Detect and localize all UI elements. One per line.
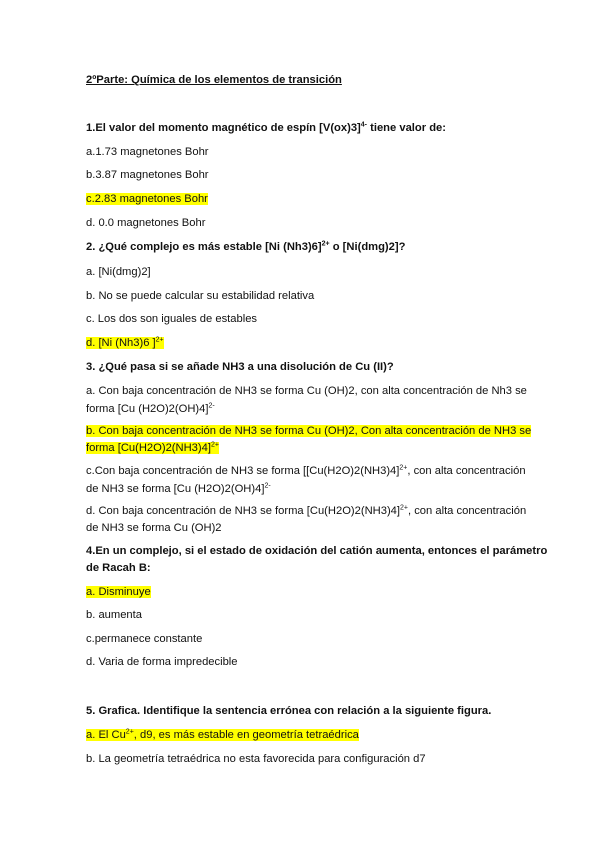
- q3-option-c-text-a: c.Con baja concentración de NH3 se forma [[Cu(H2O)2(NH3)4]: [86, 465, 400, 477]
- q3-option-b-line2-highlighted: [86, 438, 526, 458]
- q3-option-a-line1: a. Con baja concentración de NH3 se forma Cu (OH)2, con alta concentración de Nh3 se: [86, 385, 527, 397]
- q3-option-c-line1: [86, 461, 526, 481]
- question-2-text-a: 2. ¿Qué complejo es más estable [Ni (Nh3)6]: [86, 241, 322, 253]
- q2-option-a: a. [Ni(dmg)2]: [86, 266, 151, 278]
- q3-option-b-line1: b. Con baja concentración de NH3 se forma Cu (OH)2, Con alta concentración de NH3 se: [86, 425, 532, 437]
- question-4-line1: 4.En un complejo, si el estado de oxidación del catión aumenta, entonces el parámetro: [86, 545, 548, 557]
- q3-option-c-formula: de NH3 se forma [Cu (H2O)2(OH)4]: [86, 483, 265, 495]
- question-2: [86, 237, 526, 257]
- q5-option-a: [86, 729, 359, 741]
- q3-option-b-formula: forma [Cu(H2O)2(NH3)4]: [86, 442, 211, 454]
- q1-option-b: b.3.87 magnetones Bohr: [86, 169, 209, 181]
- q3-option-c-text-b: , con alta concentración: [407, 465, 526, 477]
- q4-option-a-highlighted: [86, 582, 526, 602]
- q1-option-c: c.2.83 magnetones Bohr: [86, 193, 208, 205]
- question-1-charge: 4-: [360, 121, 368, 129]
- question-4-line2: de Racah B:: [86, 562, 151, 574]
- q2-option-d-text: d. [Ni (Nh3)6 ]: [86, 337, 156, 349]
- q2-option-d-highlighted: [86, 333, 526, 353]
- q3-option-a-formula: forma [Cu (H2O)2(OH)4]: [86, 403, 209, 415]
- question-3: 3. ¿Qué pasa si se añade NH3 a una disolución de Cu (II)?: [86, 361, 394, 373]
- q3-option-c-line2: [86, 479, 526, 499]
- q5-option-a-highlighted: [86, 725, 526, 745]
- q1-option-d: d. 0.0 magnetones Bohr: [86, 217, 206, 229]
- q3-option-d-text-a: d. Con baja concentración de NH3 se forma [Cu(H2O)2(NH3)4]: [86, 505, 401, 517]
- q2-option-c: c. Los dos son iguales de estables: [86, 313, 258, 325]
- question-5: 5. Grafica. Identifique la sentencia errónea con relación a la siguiente figura.: [86, 705, 492, 717]
- q3-option-c-charge-2: 2-: [264, 482, 271, 490]
- question-2-text-b: o [Ni(dmg)2]?: [329, 241, 406, 253]
- q4-option-b: b. aumenta: [86, 609, 142, 621]
- q2-option-d: [86, 337, 164, 349]
- q3-option-d-text-b: , con alta concentración: [408, 505, 527, 517]
- q3-option-a-line2: [86, 399, 526, 419]
- q5-option-a-post: , d9, es más estable en geometría tetraédrica: [133, 729, 359, 741]
- q3-option-b-charge: 2+: [210, 441, 219, 449]
- q3-option-c-charge-1: 2+: [399, 464, 408, 472]
- q4-option-c: c.permanece constante: [86, 633, 203, 645]
- q3-option-b-line2: [86, 442, 219, 454]
- q4-option-d: d. Varia de forma impredecible: [86, 656, 238, 668]
- q3-option-d-line2: de NH3 se forma Cu (OH)2: [86, 522, 222, 534]
- q5-option-a-charge: 2+: [125, 728, 134, 736]
- q2-option-d-charge: 2+: [155, 336, 164, 344]
- q3-option-a-charge: 2-: [208, 402, 215, 410]
- q5-option-a-pre: a. El Cu: [86, 729, 126, 741]
- question-2-charge: 2+: [321, 240, 330, 248]
- q4-option-a: a. Disminuye: [86, 586, 151, 598]
- q3-option-d-charge: 2+: [400, 504, 408, 512]
- page-title: 2ºParte: Química de los elementos de transición: [86, 74, 342, 86]
- question-1-text: 1.El valor del momento magnético de espín [V(ox)3]: [86, 122, 361, 134]
- q5-option-b: b. La geometría tetraédrica no esta favorecida para configuración d7: [86, 753, 426, 765]
- q2-option-b: b. No se puede calcular su estabilidad relativa: [86, 290, 315, 302]
- q1-option-a: a.1.73 magnetones Bohr: [86, 146, 209, 158]
- question-1-tail: tiene valor de:: [367, 122, 446, 134]
- q1-option-c-highlighted: [86, 189, 526, 209]
- question-1: [86, 118, 526, 138]
